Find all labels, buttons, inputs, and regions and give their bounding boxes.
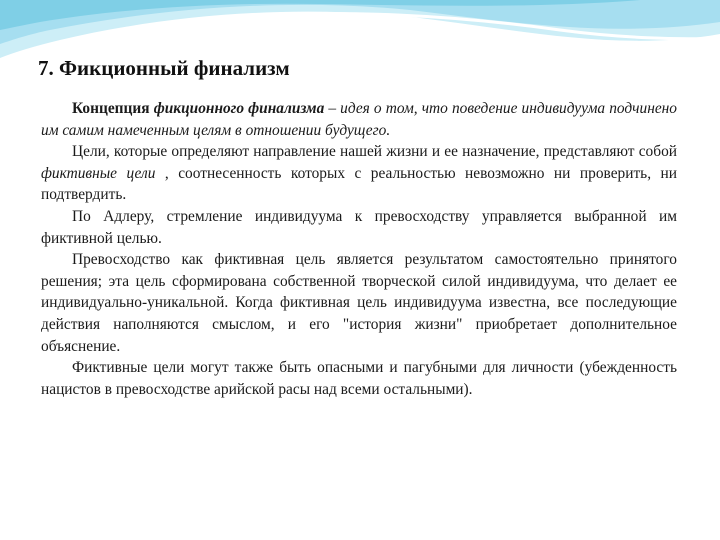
concept-definition: – идея о том, что поведение индивидуума подчинено им самим намеченным целям в отношении будущего.: [41, 100, 678, 139]
goals-text-end: , соотнесенность которых с реальностью невозможно ни проверить, ни подтвердить.: [41, 164, 677, 204]
term-concept: Концепция: [72, 100, 150, 117]
paragraph-dangers: Фиктивные цели могут также быть опасными и пагубными для личности (убежденность нацистов в превосходстве арийской расы над всеми остальными).: [41, 359, 677, 398]
term-fictional-finalism: фикционного финализма: [153, 100, 325, 117]
slide-title: 7. Фикционный финализм: [38, 56, 290, 80]
paragraph-concept: [41, 98, 677, 141]
term-fictional-goals: фиктивные цели: [41, 164, 156, 182]
paragraph-goals: [41, 141, 677, 206]
slide-body: [41, 98, 677, 400]
paragraph-adler: По Адлеру, стремление индивидуума к превосходству управляется выбранной им фиктивной целью.: [41, 207, 677, 247]
goals-text-start: Цели, которые определяют направление нашей жизни и ее назначение, представляют собой: [72, 143, 677, 161]
header-wave-decoration: [0, 0, 720, 110]
paragraph-superiority: Превосходство как фиктивная цель является результатом самостоятельно принятого решения; эта цель сформирована собственной творческой силой индивидуума, что делает ее индивидуально-уникальной. Когда фиктивная цель индивидуума известна, все последующие действия наполняются смыслом, и его "история жизни" приобретает дополнительное объяснение.: [41, 251, 677, 355]
